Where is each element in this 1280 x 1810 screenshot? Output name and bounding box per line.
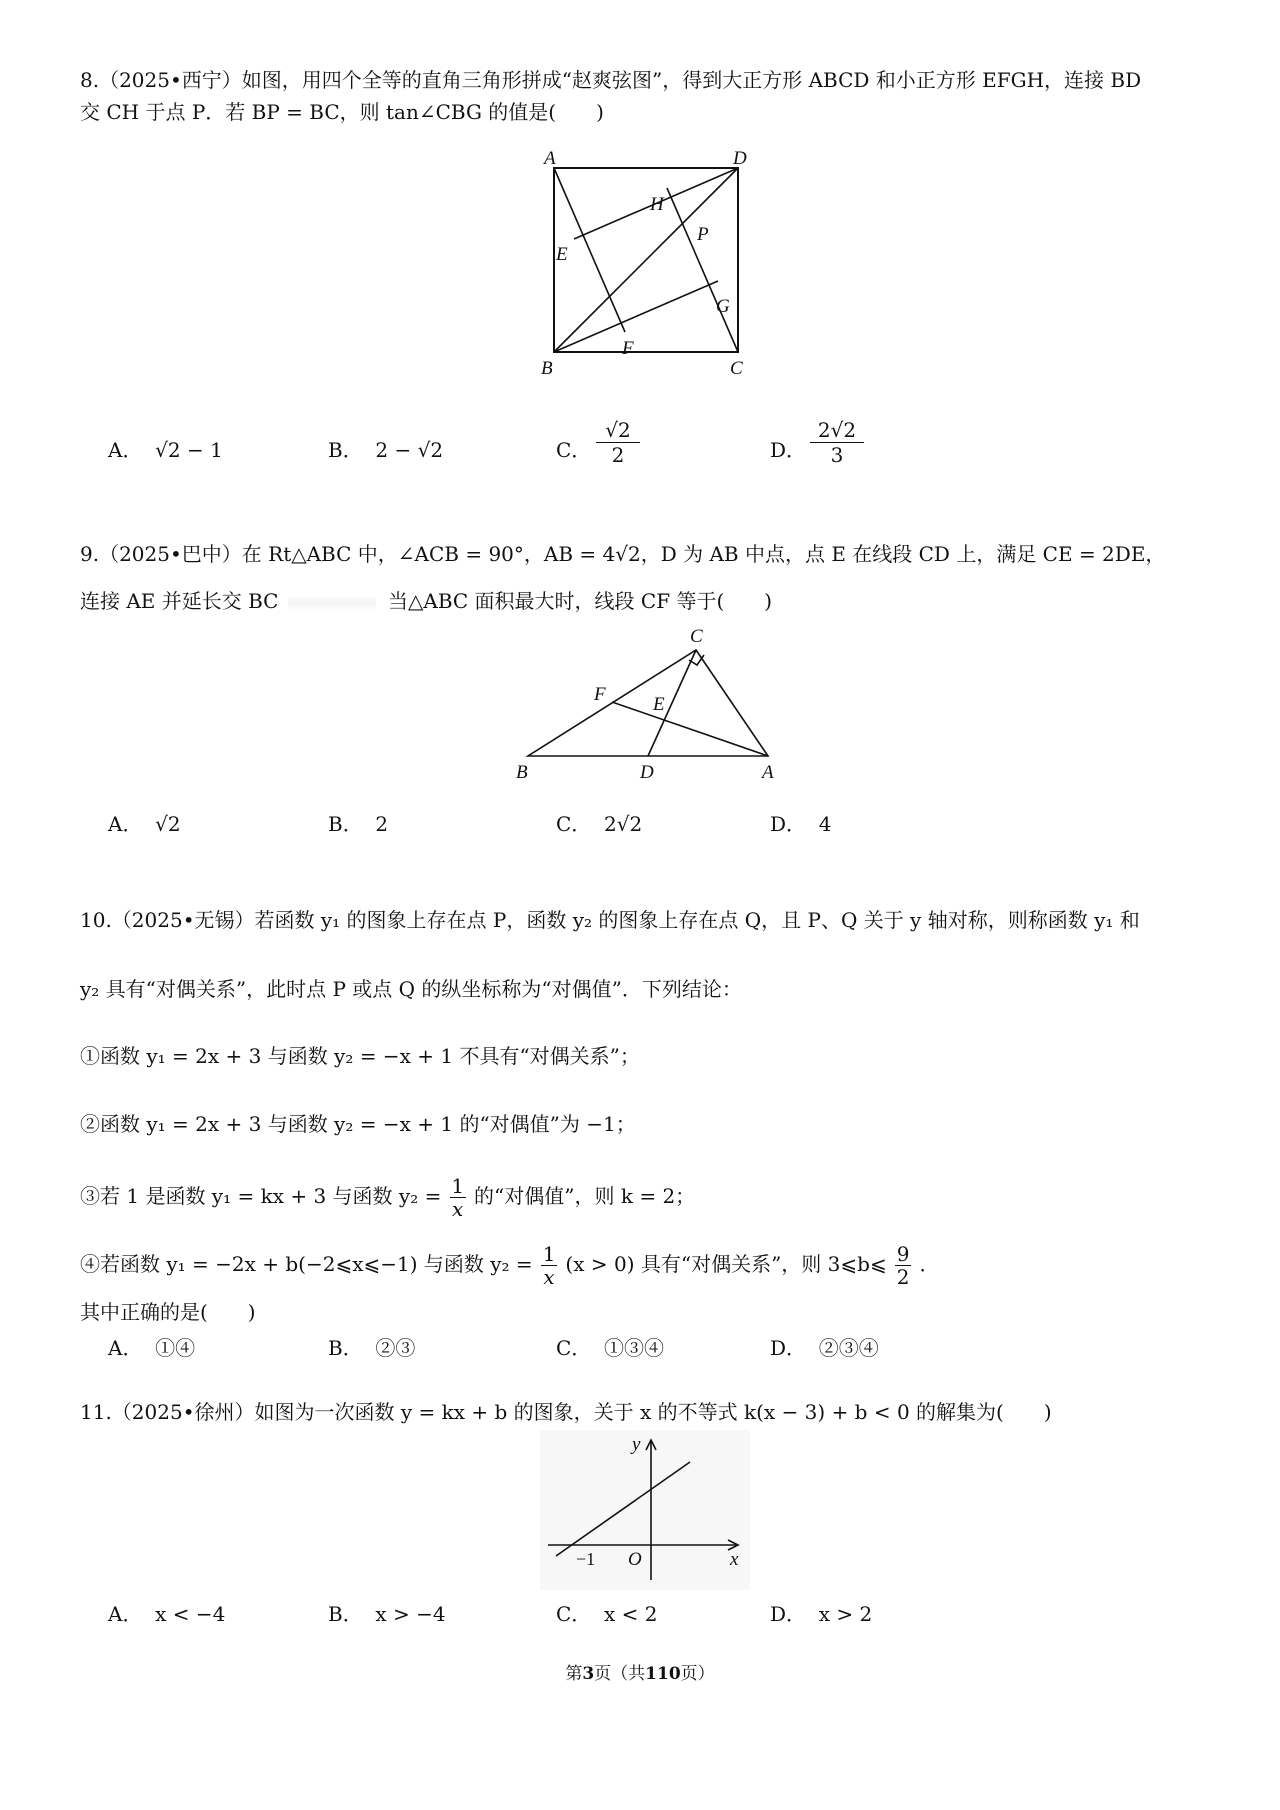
page-footer: 第3页（共110页） <box>565 1664 715 1684</box>
q9-option-b: B． 2 <box>328 812 389 836</box>
q10-statement-2: ②函数 y₁ = 2x + 3 与函数 y₂ = −x + 1 的“对偶值”为 −1； <box>80 1112 636 1136</box>
q10-stem-line1: 10.（2025•无锡）若函数 y₁ 的图象上存在点 P，函数 y₂ 的图象上存在点 Q，且 P、Q 关于 y 轴对称，则称函数 y₁ 和 <box>80 908 1140 932</box>
q11-option-c: C． x < 2 <box>556 1602 658 1626</box>
current-page-number: 3 <box>582 1664 595 1684</box>
q8-label-g: G <box>716 296 730 317</box>
q8-label-h: H <box>650 194 664 215</box>
q9-option-d: D． 4 <box>770 812 832 836</box>
q9-stem-line2a: 连接 AE 并延长交 BC <box>80 589 279 613</box>
q11-label-minus-one: −1 <box>576 1549 596 1569</box>
q8-option-d-fraction: 2√2 3 <box>810 418 864 467</box>
total-pages: 110 <box>645 1664 681 1684</box>
q9-segment-af <box>612 702 768 756</box>
q11-figure-background <box>540 1430 750 1590</box>
q8-label-c: C <box>730 358 743 379</box>
q11-option-b: B． x > −4 <box>328 1602 446 1626</box>
q8-option-c: C． <box>556 438 592 462</box>
q8-label-e: E <box>556 244 568 265</box>
q8-option-d: D． <box>770 438 807 462</box>
q9-option-a: A． √2 <box>108 812 181 836</box>
q10-statement-4: ④若函数 y₁ = −2x + b(−2⩽x⩽−1) 与函数 y₂ = $\frac{1}{x}$ (x > 0) 具有“对偶关系”，则 3⩽b⩽ $\frac{9}{2}$ ． <box>80 1242 940 1289</box>
q10-option-d: D． ②③④ <box>770 1336 879 1360</box>
q9-blur-smudge <box>288 596 376 610</box>
q9-label-a: A <box>762 762 774 783</box>
q9-label-d: D <box>640 762 654 783</box>
q8-stem-line1: 8.（2025•西宁）如图，用四个全等的直角三角形拼成“赵爽弦图”，得到大正方形 ABCD 和小正方形 EFGH，连接 BD <box>80 68 1142 92</box>
q10-stem-line2: y₂ 具有“对偶关系”，此时点 P 或点 Q 的纵坐标称为“对偶值”．下列结论： <box>80 977 742 1001</box>
q8-stem-line2: 交 CH 于点 P．若 BP = BC，则 tan∠CBG 的值是( ) <box>80 100 604 124</box>
q8-diagonal-bd <box>554 168 738 352</box>
q10-statement-1: ①函数 y₁ = 2x + 3 与函数 y₂ = −x + 1 不具有“对偶关系”； <box>80 1044 640 1068</box>
q11-label-y: y <box>632 1434 641 1455</box>
q9-stem-line2b: 当△ABC 面积最大时，线段 CF 等于( ) <box>388 589 773 613</box>
q9-label-f: F <box>594 684 606 705</box>
q8-option-a: A． √2 − 1 <box>108 438 223 462</box>
q9-label-e: E <box>653 694 665 715</box>
q8-option-c-fraction: √2 2 <box>596 418 640 467</box>
q10-statement-3: ③若 1 是函数 y₁ = kx + 3 与函数 y₂ = $\frac{1}{x}$ 的“对偶值”，则 k = 2； <box>80 1174 696 1221</box>
q11-label-origin: O <box>628 1549 642 1570</box>
q9-option-c: C． 2√2 <box>556 812 643 836</box>
q11-option-a: A． x < −4 <box>108 1602 226 1626</box>
q10-conclusion: 其中正确的是( ) <box>80 1300 256 1324</box>
q8-label-p: P <box>697 224 709 245</box>
q8-option-b: B． 2 − √2 <box>328 438 444 462</box>
q8-label-f: F <box>622 338 634 359</box>
q9-figure-triangle <box>510 622 790 786</box>
q10-option-b: B． ②③ <box>328 1336 416 1360</box>
q8-label-d: D <box>733 150 747 169</box>
q8-figure-zhaoshuang-diagram <box>540 150 760 400</box>
q8-label-a: A <box>544 150 556 169</box>
q10-option-a: A． ①④ <box>108 1336 196 1360</box>
q9-label-c: C <box>690 626 703 647</box>
q11-figure-linear-graph <box>540 1430 750 1590</box>
q8-label-b: B <box>541 358 553 379</box>
q9-triangle-abc <box>528 650 768 756</box>
q9-label-b: B <box>516 762 528 783</box>
q11-option-d: D． x > 2 <box>770 1602 873 1626</box>
q9-stem-line1: 9.（2025•巴中）在 Rt△ABC 中，∠ACB = 90°，AB = 4√2，D 为 AB 中点，点 E 在线段 CD 上，满足 CE = 2DE， <box>80 542 1166 566</box>
q10-option-c: C． ①③④ <box>556 1336 665 1360</box>
q11-label-x: x <box>730 1549 739 1570</box>
q11-stem-line1: 11.（2025•徐州）如图为一次函数 y = kx + b 的图象，关于 x 的不等式 k(x − 3) + b < 0 的解集为( ) <box>80 1400 1052 1424</box>
